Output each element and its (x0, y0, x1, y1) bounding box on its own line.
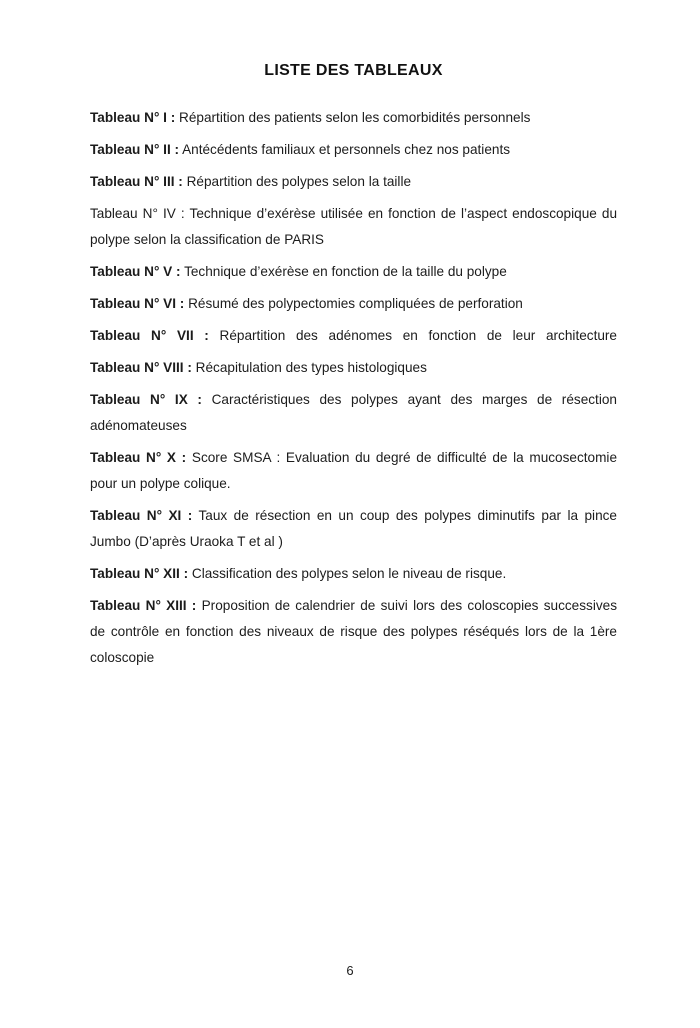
entry-text: Proposition de calendrier de suivi lors des coloscopies successives de contrôle en fonction des niveaux de risque des polypes réséqués lors de la 1ère coloscopie (90, 598, 617, 665)
entry-label: Tableau N° XI : (90, 508, 193, 523)
entry-text: Classification des polypes selon le niveau de risque. (191, 566, 507, 581)
entry-label: Tableau N° II : (90, 142, 180, 157)
entry-text: Résumé des polypectomies compliquées de perforation (188, 296, 523, 311)
entry-label: Tableau N° I : (90, 110, 176, 125)
toc-entry (90, 137, 617, 163)
entry-text: Taux de résection en un coup des polypes diminutifs par la pince Jumbo (D’après Uraoka T et al ) (90, 508, 617, 549)
toc-entry (90, 201, 617, 253)
toc-entry (90, 445, 617, 497)
entry-label: Tableau N° VIII : (90, 360, 192, 375)
entry-text: Répartition des adénomes en fonction de leur architecture (219, 328, 617, 343)
entry-text: Récapitulation des types histologiques (195, 360, 427, 375)
toc-entry (90, 387, 617, 439)
entry-text: Score SMSA : Evaluation du degré de difficulté de la mucosectomie pour un polype colique. (90, 450, 618, 491)
toc-entry (90, 105, 617, 131)
toc-entry (90, 503, 617, 555)
entry-label: Tableau N° IX : (90, 392, 202, 407)
entry-label: Tableau N° III : (90, 174, 183, 189)
entry-label: Tableau N° X : (90, 450, 187, 465)
toc-entry (90, 355, 617, 381)
entry-label: Tableau N° VI : (90, 296, 185, 311)
toc-entry (90, 323, 617, 349)
toc-entry (90, 291, 617, 317)
entry-text: Caractéristiques des polypes ayant des marges de résection adénomateuses (90, 392, 617, 433)
toc-entry (90, 259, 617, 285)
entry-label: Tableau N° XII : (90, 566, 189, 581)
entry-text: Répartition des patients selon les comorbidités personnels (179, 110, 531, 125)
entry-label: Tableau N° XIII : (90, 598, 197, 613)
page-title: LISTE DES TABLEAUX (264, 62, 443, 79)
toc-entry (90, 169, 617, 195)
entry-text: Technique d’exérèse en fonction de la taille du polype (184, 264, 507, 279)
toc-entry (90, 593, 617, 671)
entry-label: Tableau N° VII : (90, 328, 209, 343)
entry-text: Antécédents familiaux et personnels chez nos patients (182, 142, 511, 157)
entry-text: Technique d’exérèse utilisée en fonction de l’aspect endoscopique du polype selon la classification de PARIS (90, 206, 618, 247)
toc-entry (90, 561, 617, 587)
entry-label: Tableau N° IV : (90, 206, 185, 221)
entry-text: Répartition des polypes selon la taille (186, 174, 412, 189)
entry-label: Tableau N° V : (90, 264, 181, 279)
page-number: 6 (346, 963, 354, 978)
